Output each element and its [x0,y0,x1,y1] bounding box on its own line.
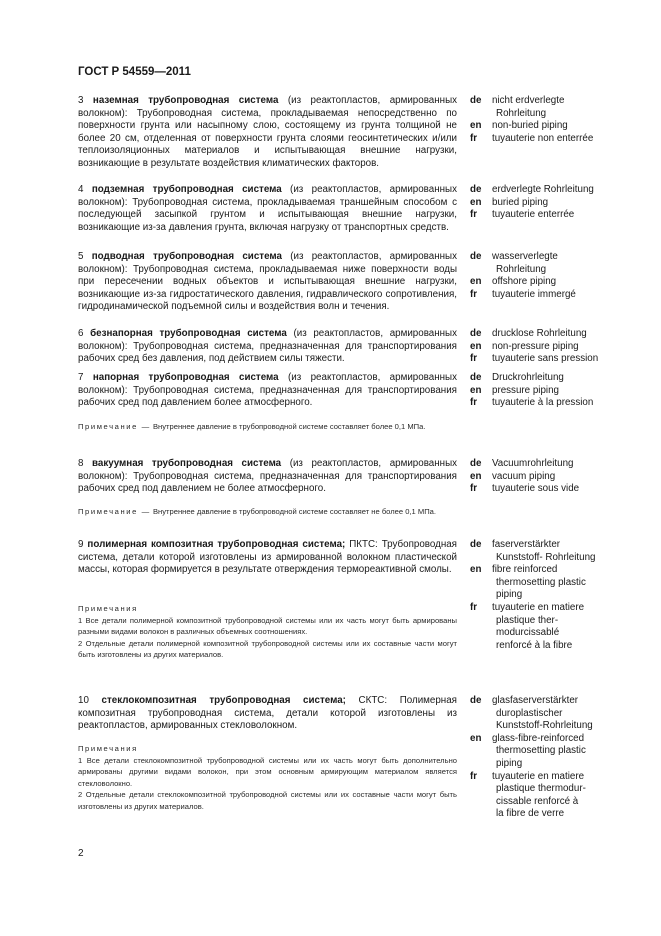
language-code: en [470,196,482,208]
language-code [470,615,492,628]
translations-term-9 [470,539,640,652]
translation-en-line [470,733,640,746]
translation-text: vacuum piping [492,470,556,482]
translation-fr-line [470,627,640,640]
notes-term-9 [78,603,457,661]
language-code [470,708,492,721]
language-code: fr [470,353,478,365]
translations-term-5 [470,251,640,301]
notes-term-10 [78,743,457,813]
translation-en-line [470,385,640,398]
translations-term-6 [470,328,640,366]
translation-text: tuyauterie en matiere [492,601,585,613]
language-code: fr [470,601,478,613]
language-code: en [470,384,482,396]
term-entry-7: 7 напорная трубопроводная система (из реактопластов, армированных волокном): Трубопроводная система, предназначенная для транспортирования рабочих сред под давлением более атмосферного. [78,372,457,409]
language-code: de [470,184,482,195]
translation-en-line [470,577,640,590]
language-code [470,108,492,121]
language-code [470,627,492,640]
translation-de-line [470,264,640,277]
language-code: fr [470,397,478,409]
translation-en-line [470,276,640,289]
language-code: fr [470,770,478,782]
translation-fr-line [470,640,640,653]
translation-text: glasfaserverstärkter [492,695,579,706]
translation-text: tuyauterie non enterrée [492,132,594,144]
translation-de-line [470,708,640,721]
translation-text: offshore piping [492,276,557,288]
translation-en-line [470,745,640,758]
translation-text: duroplastischer [496,707,563,719]
language-code: de [470,539,482,550]
translation-fr-line [470,602,640,615]
translation-fr-line [470,133,640,146]
language-code: fr [470,483,478,495]
translation-de-line [470,95,640,108]
translation-text: Druckrohrleitung [492,372,564,383]
language-code [470,808,492,821]
note-term-8: Примечание — Внутреннее давление в трубопроводной системе составляет не более 0,1 МПа. [78,507,436,516]
translation-text: tuyauterie immergé [492,288,576,300]
translation-text: tuyauterie sous vide [492,483,580,495]
translation-text: non-buried piping [492,120,568,132]
translation-text: nicht erdverlegte [492,95,565,106]
note-item: 1 Все детали полимерной композитной трубопроводной системы или их часть могут быть армированы разными видами волокон в различных объемных соотношениях. [78,615,457,637]
term-entry-4: 4 подземная трубопроводная система (из реактопластов, армированных волокном): Трубопроводная система, прокладываемая траншейным способом с последующей засыпкой грунтом и испытывающая внешние нагрузки, возникающие из-за давления грунта, включая нагрузку от транспортных средств. [78,184,457,233]
language-code: de [470,251,482,262]
translation-fr-line [470,796,640,809]
translation-text: Kunststoff-Rohrleitung [496,720,593,732]
translation-fr-line [470,615,640,628]
translation-text: la fibre de verre [496,808,565,820]
language-code [470,758,492,771]
translation-text: Rohrleitung [496,107,547,119]
translation-text: plastique ther- [496,614,559,626]
translation-en-line [470,341,640,354]
translation-fr-line [470,808,640,821]
language-code [470,745,492,758]
language-code: en [470,564,482,576]
translations-term-8 [470,458,640,496]
language-code: fr [470,209,478,221]
translation-de-line [470,372,640,385]
language-code: de [470,328,482,339]
translation-text: fibre reinforced [492,564,558,576]
translation-en-line [470,589,640,602]
translation-text: non-pressure piping [492,340,579,352]
language-code: fr [470,288,478,300]
note-item: 2 Отдельные детали полимерной композитной трубопроводной системы или их составные части могут быть изготовлены из других материалов. [78,638,457,660]
translation-text: thermosetting plastic [496,745,586,757]
translation-de-line [470,108,640,121]
language-code: en [470,732,482,744]
translation-text: faserverstärkter [492,539,561,550]
translations-term-7 [470,372,640,410]
translation-de-line [470,184,640,197]
translations-term-3 [470,95,640,145]
language-code: fr [470,132,478,144]
note-item: 2 Отдельные детали стеклокомпозитной трубопроводной системы или их составные части могут быть изготовлены из других материалов. [78,790,457,811]
language-code [470,264,492,277]
translation-fr-line [470,783,640,796]
language-code: de [470,372,482,383]
translation-text: piping [496,757,523,769]
document-header: ГОСТ Р 54559—2011 [78,66,191,78]
translation-en-line [470,120,640,133]
translation-text: wasserverlegte [492,251,558,262]
translation-fr-line [470,209,640,222]
translation-de-line [470,720,640,733]
notes-heading: Примечания [78,604,138,613]
translation-de-line [470,251,640,264]
translation-de-line [470,458,640,471]
term-entry-9: 9 полимерная композитная трубопроводная система; ПКТС: Трубопроводная система, детали которой изготовлены из армированной волокном пластической массы, которая формируется в результате отверждения термореактивной смолы. [78,539,457,576]
language-code [470,720,492,733]
translation-text: piping [496,589,523,601]
translation-fr-line [470,397,640,410]
translation-fr-line [470,289,640,302]
translation-text: tuyauterie à la pression [492,397,594,409]
language-code [470,552,492,565]
translation-fr-line [470,771,640,784]
language-code [470,796,492,809]
translation-text: pressure piping [492,384,559,396]
language-code: en [470,470,482,482]
term-entry-5: 5 подводная трубопроводная система (из реактопластов, армированных волокном): Трубопроводная система, прокладываемая ниже поверхности воды при пересечении водных объектов и испытывающая внешние нагрузки, возникающие из-за гидростатического давления, гидравлического сопротивления, гидродинамической подъемной силы и воздействия волн и течения. [78,251,457,313]
translation-text: tuyauterie sans pression [492,353,599,365]
translation-text: Rohrleitung [496,263,547,275]
translation-text: thermosetting plastic [496,576,586,588]
translation-de-line [470,552,640,565]
translation-text: tuyauterie enterrée [492,209,575,221]
notes-heading: Примечания [78,744,138,753]
term-entry-6: 6 безнапорная трубопроводная система (из реактопластов, армированных волокном): Трубопроводная система, предназначенная для транспортирования рабочих сред без давления, под действием силы тяжести. [78,328,457,365]
translation-en-line [470,758,640,771]
language-code: de [470,95,482,106]
translation-text: buried piping [492,196,549,208]
translation-fr-line [470,483,640,496]
language-code: en [470,340,482,352]
language-code [470,640,492,653]
term-entry-3: 3 наземная трубопроводная система (из реактопластов, армированных волокном): Трубопроводная система, прокладываемая непосредственно по поверхности грунта или насыпному слою, состоящему из грунта толщиной не более 20 см, отделенная от поверхности грунта слоями геосинтетических и/или теплоизоляционных материалов и испытывающая внешние нагрузки, возникающие в результате воздействия климатических факторов. [78,95,458,169]
translation-en-line [470,197,640,210]
term-entry-8: 8 вакуумная трубопроводная система (из реактопластов, армированных волокном): Трубопроводная система, предназначенная для транспортирования рабочих сред под давлением не более атмосферного. [78,458,458,495]
translation-de-line [470,695,640,708]
translation-text: glass-fibre-reinforced [492,732,585,744]
translation-de-line [470,539,640,552]
translations-term-4 [470,184,640,222]
language-code: de [470,458,482,469]
language-code [470,589,492,602]
language-code: en [470,120,482,132]
language-code [470,783,492,796]
language-code: en [470,276,482,288]
translation-en-line [470,471,640,484]
translation-text: modurcissablé [496,627,560,639]
translation-text: erdverlegte Rohrleitung [492,184,594,195]
translation-text: tuyauterie en matiere [492,770,585,782]
note-term-7: Примечание — Внутреннее давление в трубопроводной системе составляет более 0,1 МПа. [78,422,426,431]
term-entry-10: 10 стеклокомпозитная трубопроводная система; СКТС: Полимерная композитная трубопроводная система, детали которой изготовлены из реактопластов, армированных стекловолокном. [78,695,457,732]
translation-de-line [470,328,640,341]
translations-term-10 [470,695,640,821]
translation-text: Vacuumrohrleitung [492,458,574,469]
language-code [470,577,492,590]
translation-en-line [470,564,640,577]
translation-fr-line [470,353,640,366]
translation-text: drucklose Rohrleitung [492,328,587,339]
note-item: 1 Все детали стеклокомпозитной трубопроводной системы или их часть могут быть дополнительно армированы другими видами волокон, при этом основным армирующим материалом является стекловолокно. [78,755,457,788]
translation-text: plastique thermodur- [496,783,586,795]
page-number: 2 [78,848,84,859]
translation-text: renforcé à la fibre [496,639,573,651]
language-code: de [470,695,482,706]
translation-text: cissable renforcé à [496,795,579,807]
translation-text: Kunststoff- Rohrleitung [496,551,596,563]
